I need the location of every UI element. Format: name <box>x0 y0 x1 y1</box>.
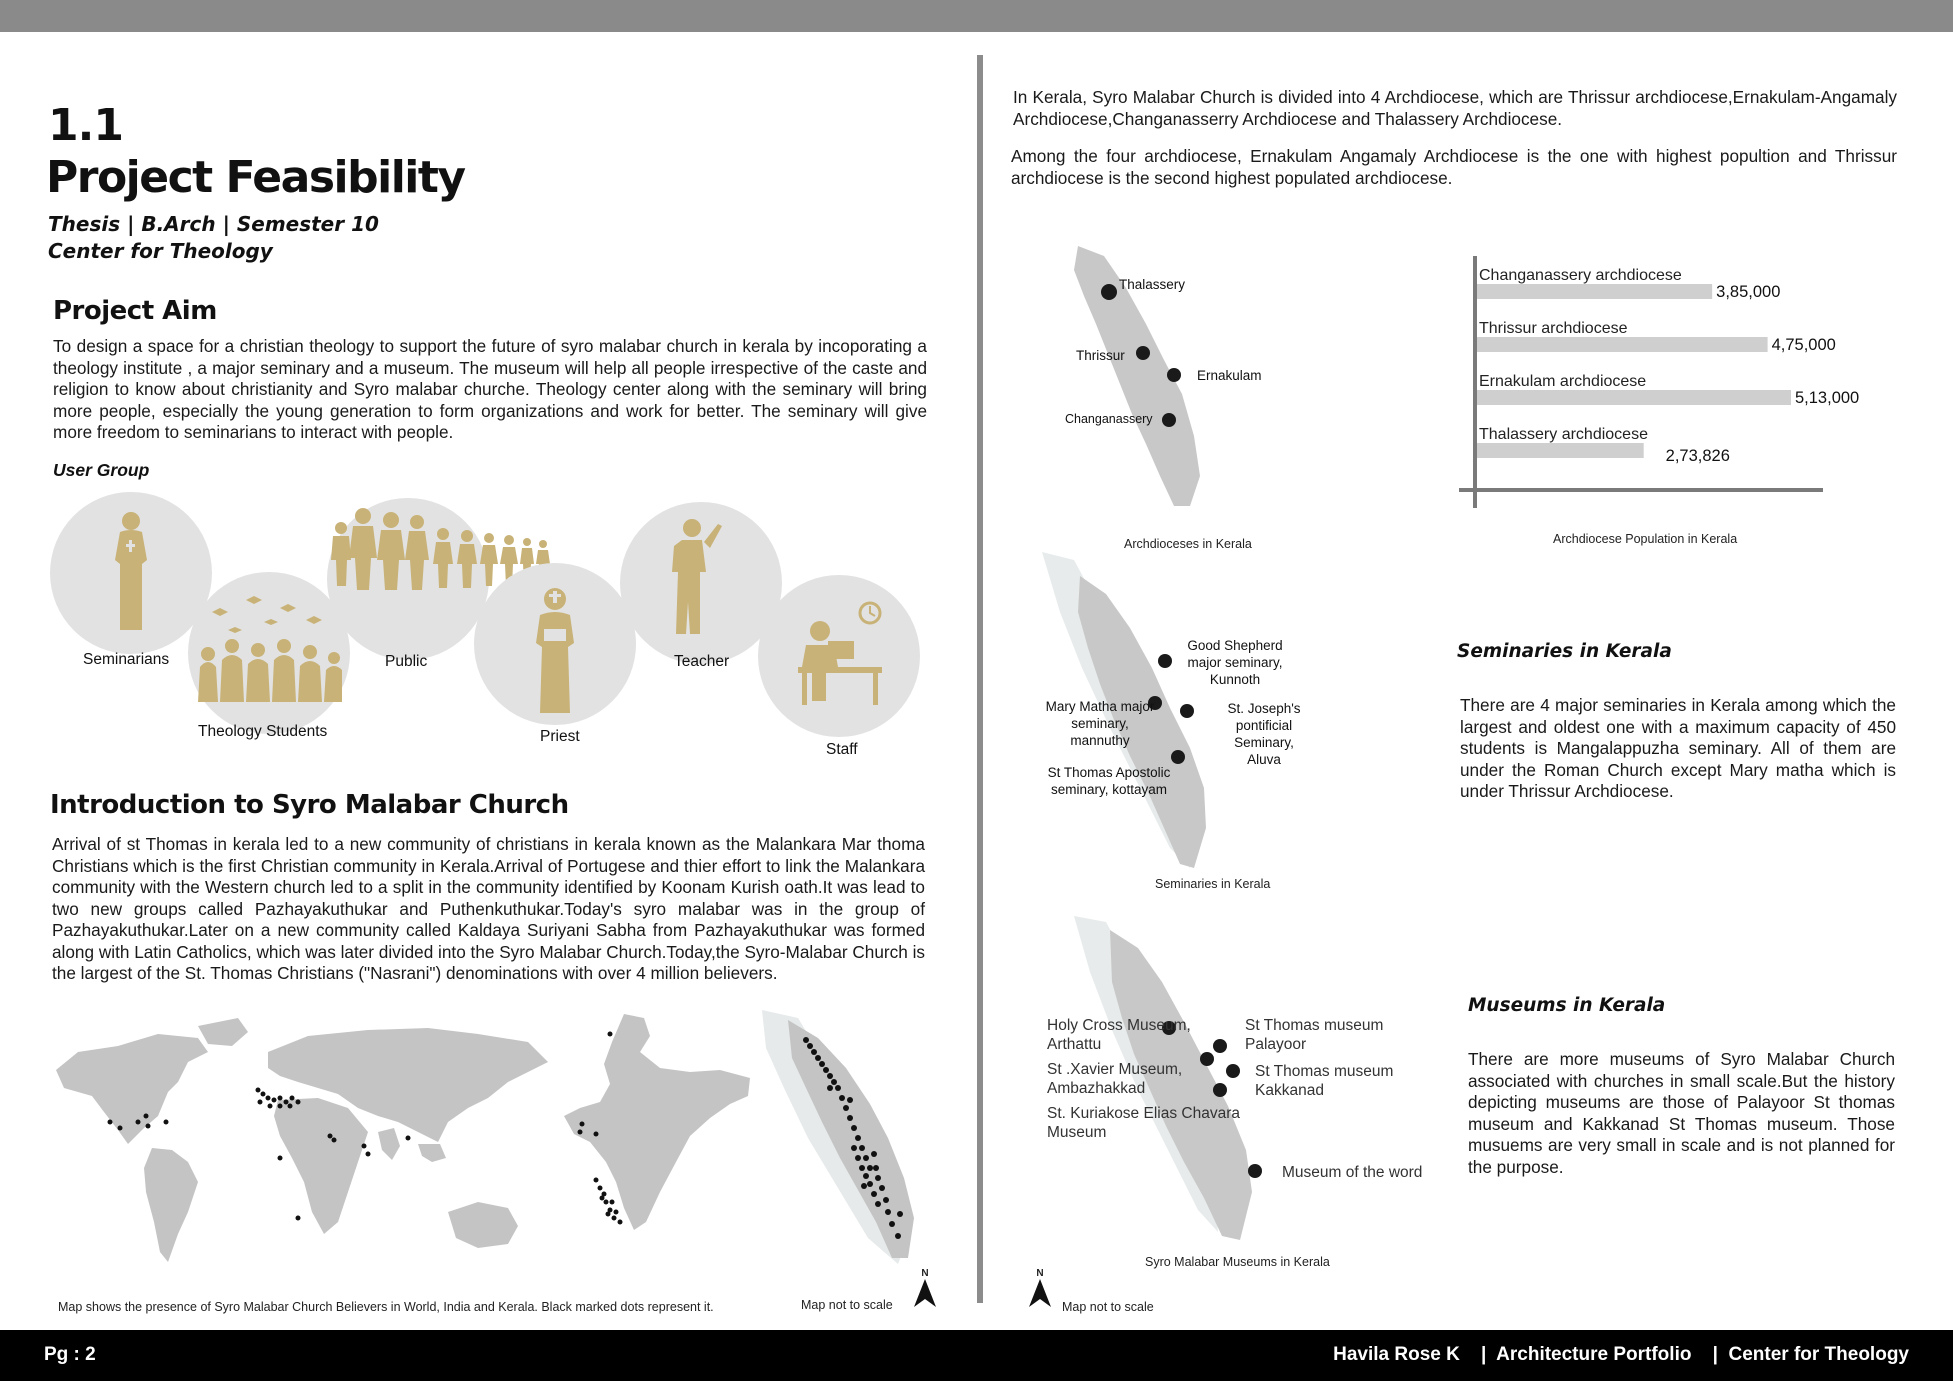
seminary-label-good-shepherd: Good Shepherd major seminary, Kunnoth <box>1187 638 1283 687</box>
museums-heading: Museums in Kerala <box>1468 995 1666 1016</box>
india-map <box>560 1012 760 1252</box>
world-map <box>48 1012 568 1292</box>
bar-value-label: 3,85,000 <box>1716 283 1781 301</box>
page-number: Pg : 2 <box>44 1344 96 1365</box>
footer-sep-2: | <box>1712 1344 1718 1365</box>
user-label-priest: Priest <box>540 728 580 745</box>
seminaries-text: There are 4 major seminaries in Kerala among which the largest and oldest one with a maximum capacity of 450 students is Mangalappuzha seminary. All of them are under the Roman Church except Mary matha which is under Thrissur Archdiocese. <box>1460 695 1896 801</box>
subtitle-line-1: Thesis | B.Arch | Semester 10 <box>48 212 379 236</box>
world-map-caption: Map shows the presence of Syro Malabar Church Believers in World, India and Kerala. Black marked dots represent it. <box>58 1300 714 1314</box>
left-scale-note: Map not to scale <box>801 1298 893 1312</box>
north-arrow-icon <box>910 1279 940 1307</box>
arch-label-changanassery: Changanassery <box>1065 412 1153 426</box>
footer-project: Center for Theology <box>1728 1344 1909 1365</box>
seminary-label-mary-matha: Mary Matha major seminary, mannuthy <box>1045 699 1155 748</box>
population-chart <box>1455 252 1860 514</box>
user-label-teacher: Teacher <box>674 653 730 670</box>
bar-category-label: Thalassery archdiocese <box>1479 426 1648 443</box>
population-bar <box>1475 390 1791 405</box>
museum-label-kakkanad <box>1255 1062 1415 1100</box>
public-circle <box>327 498 489 660</box>
students-circle <box>188 572 350 734</box>
chart-caption: Archdiocese Population in Kerala <box>1553 532 1738 546</box>
museum-label-palayoor <box>1245 1016 1405 1054</box>
museum-label-holy-cross-text: Holy Cross Museum, Arthattu <box>1047 1017 1191 1053</box>
museum-label-word: Museum of the word <box>1282 1164 1423 1181</box>
north-label-right: N <box>1036 1268 1044 1279</box>
graduates-group-icon <box>188 572 350 734</box>
staff-desk-icon <box>758 575 920 737</box>
footer-sep-1: | <box>1480 1344 1487 1365</box>
bar-value-label: 2,73,826 <box>1665 447 1730 465</box>
footer-bar <box>0 1330 1953 1381</box>
page-title: Project Feasibility <box>46 152 465 203</box>
population-bar <box>1475 284 1712 299</box>
top-bar <box>0 0 1953 32</box>
right-north-arrow <box>1025 1268 1055 1311</box>
staff-circle <box>758 575 920 737</box>
arch-label-ernakulam: Ernakulam <box>1197 368 1262 383</box>
user-group-heading: User Group <box>53 460 150 480</box>
museum-label-palayoor-text: St Thomas museum Palayoor <box>1245 1017 1384 1053</box>
user-label-students: Theology Students <box>198 723 328 740</box>
priest-figure-icon <box>474 563 636 725</box>
seminary-label-st-thomas: St Thomas Apostolic seminary, kottayam <box>1047 765 1171 797</box>
seminaries-heading: Seminaries in Kerala <box>1457 641 1672 662</box>
arch-label-thalassery: Thalassery <box>1119 277 1186 292</box>
project-aim-heading: Project Aim <box>53 296 217 326</box>
bar-value-label: 4,75,000 <box>1771 336 1836 354</box>
user-label-seminarians: Seminarians <box>83 651 170 668</box>
subtitle-line-2: Center for Theology <box>48 239 273 263</box>
museum-label-holy-cross <box>1047 1016 1207 1054</box>
seminaries-map-caption: Seminaries in Kerala <box>1155 877 1271 891</box>
user-label-staff: Staff <box>826 741 858 758</box>
footer-author: Havila Rose K <box>1333 1344 1460 1365</box>
museum-label-kakkanad-text: St Thomas museum Kakkanad <box>1255 1063 1394 1099</box>
chart-bars <box>1475 267 1859 465</box>
page-subtitle <box>48 211 379 265</box>
archdiocese-map-caption: Archdioceses in Kerala <box>1124 537 1252 551</box>
page-divider <box>977 55 983 1303</box>
kerala-presence-map <box>758 1008 928 1268</box>
priest-circle <box>474 563 636 725</box>
museum-label-st-xavier-text: St .Xavier Museum, Ambazhakkad <box>1047 1061 1183 1097</box>
museums-map-caption: Syro Malabar Museums in Kerala <box>1145 1255 1330 1269</box>
seminary-label-st-joseph: St. Joseph's pontificial Seminary, Aluva <box>1227 701 1301 767</box>
section-number: 1.1 <box>48 100 123 151</box>
bar-category-label: Thrissur archdiocese <box>1479 320 1628 337</box>
bar-value-label: 5,13,000 <box>1795 389 1860 407</box>
footer-credits <box>1333 1344 1909 1366</box>
population-bar <box>1475 337 1768 352</box>
right-para-2: Among the four archdiocese, Ernakulam Angamaly Archdiocese is the one with highest popultion and Thrissur archdiocese is the second highest populated archdiocese. <box>1011 146 1897 188</box>
intro-text: Arrival of st Thomas in kerala led to a new community of christians in kerala known as the Malankara Mar thoma Christians which is the first Christian community in Kerala.Arrival of Portugese and thier effort to link the Malankara community with the Western church led to a split in the community identified by Koonam Kurish oath.It was lead to two new groups called Pazhayakuthukar and Puthenkuthukar.Today's syro malabar was in the group of Pazhayakuthukar.Later on a new community called Kaldaya Suriyani Sabha from Pazhayakuthukar was formed along with Latin Catholics, which was later divided into the Syro Malabar Church.Today,the Syro-Malabar Church is the largest of the St. Thomas Christians ("Nasrani") denominations with over 4 million believers. <box>52 834 925 983</box>
north-arrow-icon <box>1025 1279 1055 1307</box>
museum-label-chavara-text: St. Kuriakose Elias Chavara Museum <box>1047 1105 1240 1141</box>
user-label-public: Public <box>385 653 428 670</box>
right-para-1: In Kerala, Syro Malabar Church is divided into 4 Archdiocese, which are Thrissur archdiocese,Ernakulam-Angamaly Archdiocese,Changanasserry Archdiocese and Thalassery Archdiocese. <box>1013 87 1897 129</box>
left-north-arrow <box>910 1268 940 1311</box>
footer-portfolio: Architecture Portfolio <box>1496 1344 1692 1365</box>
museum-label-st-xavier <box>1047 1060 1197 1098</box>
population-bar <box>1475 443 1644 458</box>
intro-heading: Introduction to Syro Malabar Church <box>50 790 569 820</box>
right-scale-note: Map not to scale <box>1062 1300 1154 1314</box>
museum-label-chavara <box>1047 1104 1252 1142</box>
bar-category-label: Ernakulam archdiocese <box>1479 373 1647 390</box>
bar-category-label: Changanassery archdiocese <box>1479 267 1682 284</box>
north-label: N <box>921 1268 929 1279</box>
museums-text: There are more museums of Syro Malabar Church associated with churches in small scale.But the history depicting museums are those of Palayoor St thomas museum and Kakkanad St Thomas museum. Those musuems are very small in scale and is not planned for the purpose. <box>1468 1049 1895 1177</box>
arch-label-thrissur: Thrissur <box>1076 348 1125 363</box>
project-aim-text: To design a space for a christian theology to support the future of syro malabar church in kerala by incoporating a theology institute , a major seminary and a museum. The museum will help all people irrespective of the caste and religion to know about christianity and Syro malabar churche. Theology center along with the seminary will bring more people, especially the young generation to form organizations and work for better. The seminary will give more freedom to seminarians to interact with people. <box>53 336 927 442</box>
